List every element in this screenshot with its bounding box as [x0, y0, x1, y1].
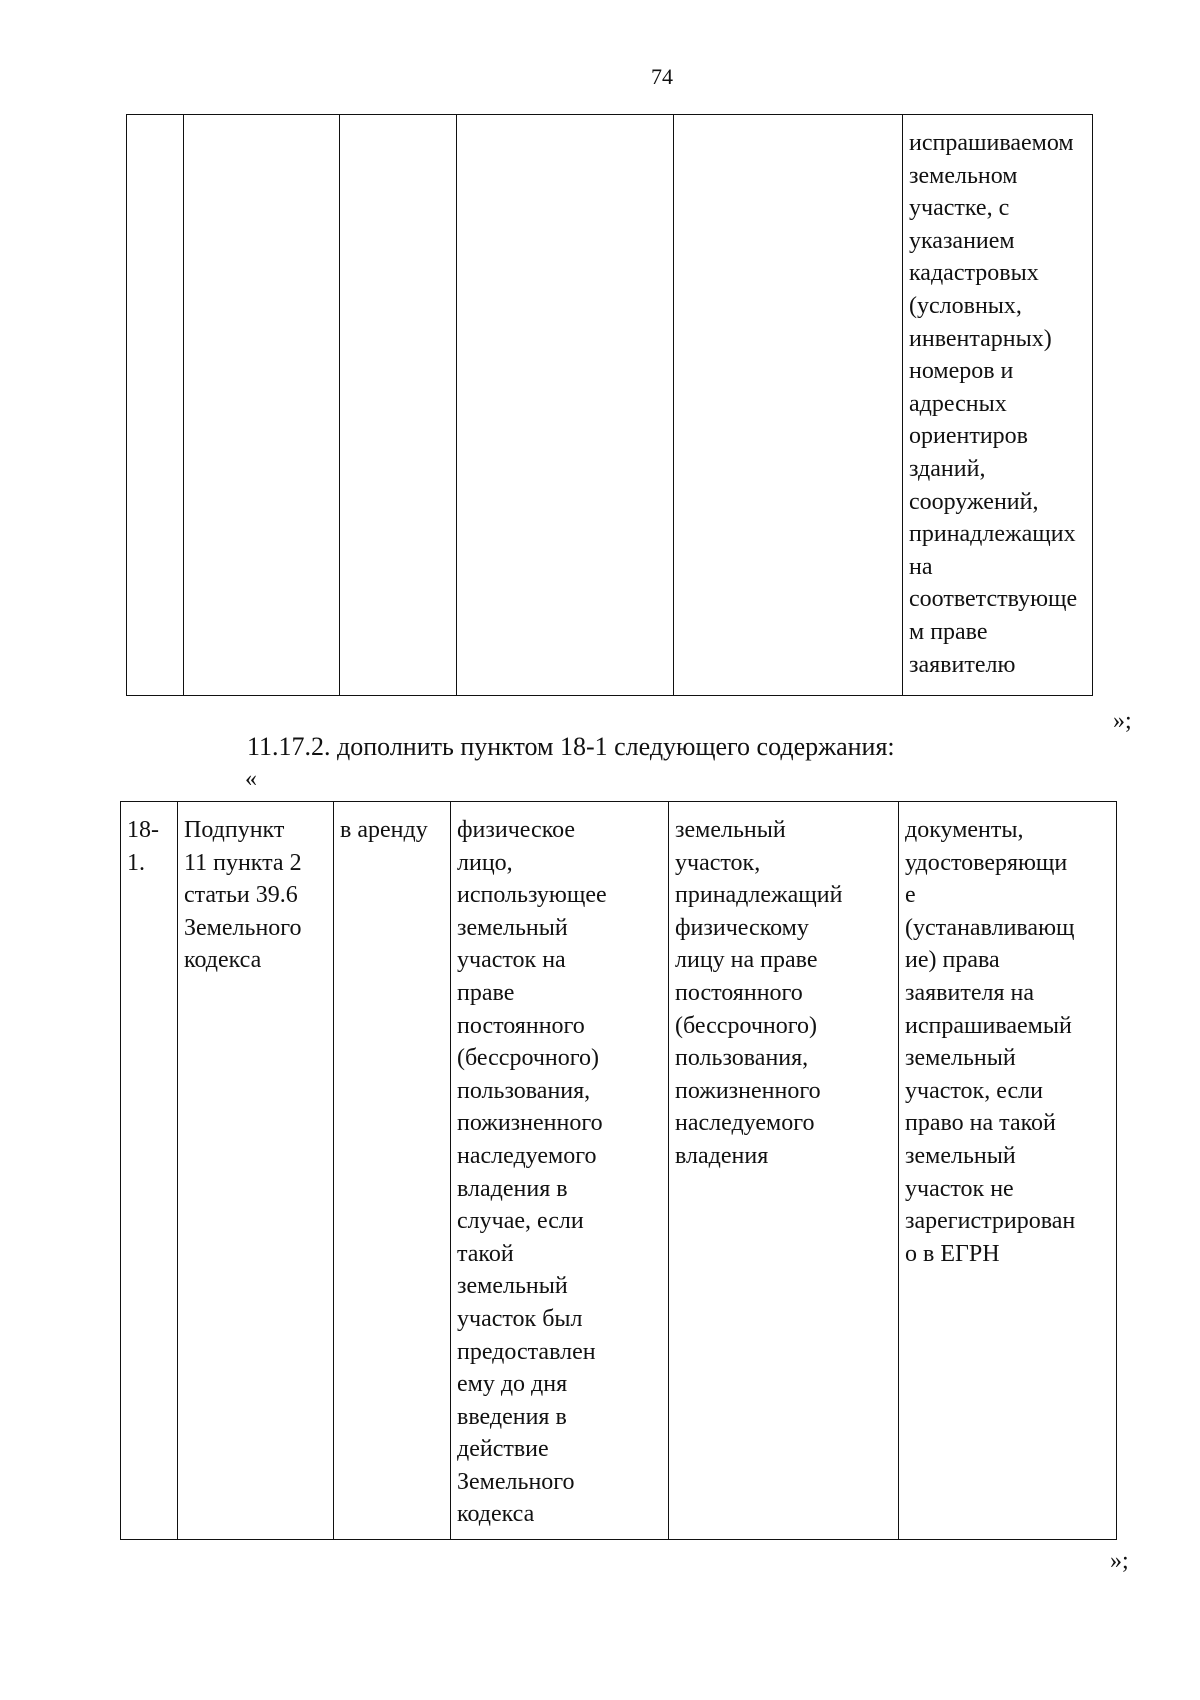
table-cell: [184, 115, 340, 696]
cell-line: кадастровых: [909, 260, 1039, 287]
cell-line: такой: [457, 1240, 514, 1267]
cell-line: статьи 39.6: [184, 882, 298, 909]
cell-line: предоставлен: [457, 1338, 596, 1365]
cell-line: (бессрочного): [675, 1012, 817, 1039]
cell-line: испрашиваемом: [909, 130, 1074, 156]
table-cell: [457, 115, 674, 696]
table-cell: [340, 115, 457, 696]
table-cell: [451, 802, 669, 1540]
table-cell: [127, 115, 184, 696]
cell-line: Земельного: [457, 1468, 575, 1495]
cell-line: указанием: [909, 227, 1015, 254]
cell-line: участке, с: [909, 195, 1010, 222]
cell-line: использующее: [457, 882, 607, 909]
cell-line: на: [909, 553, 933, 580]
cell-line: пользования,: [675, 1045, 809, 1072]
cell-line: физическое: [457, 817, 576, 843]
cell-line: е: [905, 882, 916, 909]
cell-line: введения в: [457, 1403, 567, 1430]
cell-line: постоянного: [675, 979, 803, 1006]
cell-line: удостоверяющи: [905, 849, 1068, 876]
table-cell: [334, 802, 451, 1540]
cell-line: (условных,: [909, 292, 1022, 319]
cell-line: принадлежащий: [675, 882, 843, 909]
cell-line: случае, если: [457, 1208, 584, 1235]
cell-line: наследуемого: [457, 1142, 597, 1169]
cell-line: участок был: [457, 1305, 583, 1332]
cell-line: м праве: [909, 618, 988, 645]
cell-line: номеров и: [909, 358, 1014, 385]
cell-line: Подпункт: [184, 817, 285, 843]
amendment-text: 11.17.2. дополнить пунктом 18-1 следующего содержания:: [247, 732, 895, 761]
cell-line: зарегистрирован: [905, 1208, 1076, 1235]
cell-line: земельный: [457, 1273, 568, 1300]
cell-line: наследуемого: [675, 1110, 815, 1137]
table-cell: [121, 802, 178, 1540]
table-cell: [669, 802, 899, 1540]
cell-line: 18-: [127, 817, 159, 843]
cell-line: пожизненного: [457, 1110, 603, 1137]
cell-line: в аренду: [340, 817, 428, 843]
cell-line: постоянного: [457, 1012, 585, 1039]
cell-line: ие) права: [905, 947, 1000, 974]
cell-line: 11 пункта 2: [184, 849, 302, 876]
cell-line: Земельного: [184, 914, 302, 941]
cell-line: праве: [457, 979, 515, 1006]
cell-line: кодекса: [184, 947, 262, 974]
cell-line: земельный: [457, 914, 568, 941]
table-cell: [674, 115, 903, 696]
cell-line: сооружений,: [909, 488, 1039, 515]
closing-quote: »;: [1113, 708, 1132, 734]
cell-line: (устанавливающ: [905, 914, 1075, 941]
cell-line: зданий,: [909, 455, 986, 482]
cell-line: пользования,: [457, 1077, 591, 1104]
cell-line: действие: [457, 1436, 549, 1463]
table-row: [127, 115, 1093, 696]
opening-quote: «: [245, 766, 257, 792]
cell-line: ориентиров: [909, 423, 1029, 450]
cell-line: земельном: [909, 162, 1018, 189]
cell-line: земельный: [905, 1045, 1016, 1072]
table-cell: [899, 802, 1117, 1540]
cell-line: заявителя на: [905, 979, 1034, 1006]
cell-line: земельный: [675, 817, 786, 843]
cell-line: владения в: [457, 1175, 568, 1202]
cell-line: лицу на праве: [675, 947, 818, 974]
table-cell: [903, 115, 1093, 696]
table-bottom: [120, 801, 1117, 1540]
cell-line: владения: [675, 1142, 769, 1169]
page-number: 74: [651, 64, 673, 89]
cell-line: адресных: [909, 390, 1007, 417]
cell-line: участок на: [457, 947, 566, 974]
cell-line: участок не: [905, 1175, 1014, 1202]
cell-line: физическому: [675, 914, 809, 941]
cell-line: документы,: [905, 817, 1024, 843]
cell-line: кодекса: [457, 1501, 535, 1528]
cell-line: земельный: [905, 1142, 1016, 1169]
cell-line: ему до дня: [457, 1371, 568, 1398]
cell-line: 1.: [127, 849, 145, 876]
cell-line: (бессрочного): [457, 1045, 599, 1072]
cell-line: право на такой: [905, 1110, 1056, 1137]
table-top: [126, 114, 1093, 696]
cell-line: о в ЕГРН: [905, 1240, 1000, 1267]
cell-line: принадлежащих: [909, 521, 1076, 548]
cell-line: заявителю: [909, 651, 1016, 678]
cell-line: пожизненного: [675, 1077, 821, 1104]
table-cell: [178, 802, 334, 1540]
cell-line: лицо,: [457, 849, 513, 876]
table-row: [121, 802, 1117, 1540]
cell-line: участок,: [675, 849, 761, 876]
cell-line: участок, если: [905, 1077, 1043, 1104]
cell-line: испрашиваемый: [905, 1012, 1072, 1039]
closing-quote: »;: [1110, 1548, 1129, 1574]
cell-line: инвентарных): [909, 325, 1052, 352]
cell-line: соответствующе: [909, 586, 1078, 613]
